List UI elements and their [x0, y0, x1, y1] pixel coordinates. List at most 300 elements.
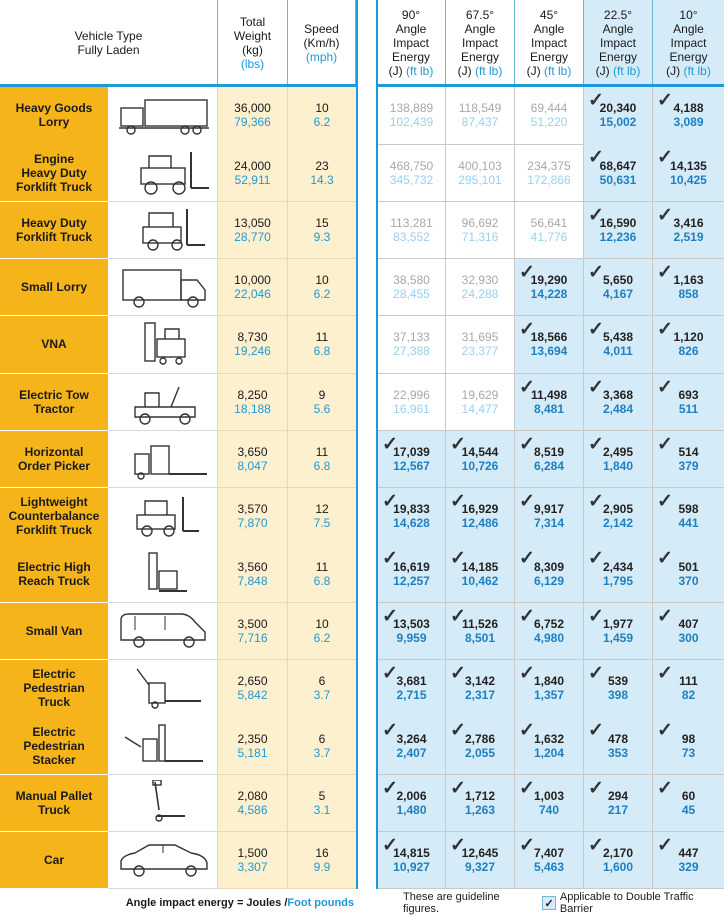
applicable-check-icon: ✓ [588, 433, 604, 455]
energy-joules: 14,815 [393, 846, 430, 861]
speed-mph: 5.6 [313, 401, 331, 416]
energy-ftlb: 23,377 [461, 344, 499, 359]
footer-legend [403, 889, 724, 917]
energy-joules: 14,135 [670, 158, 707, 173]
energy-cell [584, 603, 653, 661]
energy-ftlb: 2,484 [602, 401, 634, 416]
order-picker-icon [108, 431, 218, 489]
energy-joules: 3,416 [673, 215, 704, 230]
vehicle-name [0, 202, 108, 260]
energy-cell [515, 259, 584, 317]
weight-cell [218, 202, 288, 260]
header-joules-unit: (J) [666, 64, 681, 78]
energy-cell [653, 832, 724, 890]
table-row [0, 316, 724, 374]
speed-cell [288, 717, 356, 775]
footer-guideline-note: These are guideline figures. [403, 891, 500, 915]
table-row [0, 603, 724, 661]
applicable-check-icon: ✓ [382, 491, 398, 513]
header-angle-0 [377, 0, 446, 86]
weight-cell [218, 488, 288, 546]
table-row [0, 775, 724, 833]
header-ftlb-unit: (ft lb) [683, 64, 711, 78]
energy-cell [653, 431, 724, 489]
applicable-check-icon: ✓ [657, 491, 673, 513]
applicable-check-icon: ✓ [657, 605, 673, 627]
table-row [0, 202, 724, 260]
energy-joules: 294 [607, 788, 629, 803]
applicable-check-icon: ✓ [657, 376, 673, 398]
applicable-check-icon: ✓ [519, 433, 535, 455]
applicable-check-icon: ✓ [657, 663, 673, 684]
energy-joules: 693 [678, 387, 699, 402]
weight-kg: 24,000 [234, 158, 271, 173]
speed-mph: 3.1 [313, 802, 331, 817]
applicable-check-icon: ✓ [657, 834, 673, 856]
car-icon [108, 832, 218, 890]
energy-ftlb: 14,477 [461, 401, 499, 416]
applicable-check-icon: ✓ [519, 376, 535, 398]
energy-ftlb: 15,002 [599, 115, 637, 130]
energy-cell [584, 488, 653, 546]
weight-cell [218, 717, 288, 775]
energy-joules: 118,549 [458, 101, 502, 116]
vehicle-name [0, 717, 108, 775]
energy-joules: 1,632 [533, 731, 565, 746]
header-speed-line2: (Km/h) [303, 36, 340, 50]
energy-ftlb: 217 [607, 802, 629, 817]
weight-cell [218, 832, 288, 890]
applicable-check-icon: ✓ [519, 548, 535, 570]
vehicle-name-line: VNA [41, 337, 67, 352]
energy-cell [653, 202, 724, 260]
energy-cell [378, 775, 446, 833]
energy-joules: 478 [607, 731, 629, 746]
applicable-check-icon: ✓ [519, 605, 535, 627]
energy-ftlb: 441 [678, 516, 699, 531]
vehicle-name [0, 545, 108, 603]
energy-joules: 31,695 [461, 330, 499, 345]
energy-cell [515, 545, 584, 603]
header-energy-units [596, 64, 641, 78]
weight-lbs: 52,911 [234, 172, 271, 187]
header-energy-word: Energy [598, 50, 638, 64]
energy-ftlb: 6,284 [533, 459, 565, 474]
applicable-check-icon: ✓ [450, 720, 466, 742]
energy-cell [515, 603, 584, 661]
energy-cell [584, 144, 653, 202]
energy-joules: 1,120 [673, 330, 704, 345]
weight-cell [218, 775, 288, 833]
energy-joules: 138,889 [389, 101, 434, 116]
weight-lbs: 7,716 [237, 630, 268, 645]
energy-joules: 96,692 [461, 215, 499, 230]
speed-mph: 3.7 [313, 688, 331, 703]
energy-ftlb: 858 [678, 287, 699, 302]
energy-cell [446, 431, 515, 489]
energy-ftlb: 83,552 [393, 229, 430, 244]
energy-joules: 2,495 [602, 445, 634, 460]
energy-ftlb: 2,519 [673, 229, 704, 244]
energy-cell [378, 545, 446, 603]
energy-joules: 447 [678, 846, 699, 861]
energy-joules: 11,498 [530, 387, 568, 402]
footer-legend-text: Applicable to Double Traffic Barrier [559, 891, 694, 915]
energy-cell [584, 259, 653, 317]
header-ftlb-unit: (ft lb) [406, 64, 434, 78]
vehicle-name [0, 603, 108, 661]
table-row [0, 832, 724, 890]
energy-ftlb: 4,011 [603, 344, 633, 359]
vehicle-name-line: Engine [33, 151, 74, 166]
energy-cell [653, 660, 724, 718]
speed-kmh: 5 [318, 788, 326, 803]
vehicle-name-line: Electric High [17, 559, 91, 574]
speed-kmh: 10 [315, 273, 329, 288]
energy-ftlb: 45 [681, 802, 696, 817]
weight-cell [218, 259, 288, 317]
energy-cell [653, 374, 724, 432]
applicable-check-icon: ✓ [657, 548, 673, 570]
header-speed-unit: (mph) [305, 50, 338, 64]
header-energy-units [458, 64, 503, 78]
vehicle-name [0, 431, 108, 489]
energy-cell [446, 488, 515, 546]
energy-ftlb: 10,726 [461, 459, 499, 474]
energy-cell [584, 545, 653, 603]
energy-ftlb: 71,316 [461, 229, 499, 244]
energy-joules: 8,309 [533, 559, 565, 574]
applicable-check-icon: ✓ [519, 720, 535, 742]
energy-cell [653, 603, 724, 661]
vehicle-name-line: Pedestrian [23, 738, 85, 753]
weight-lbs: 7,870 [237, 516, 268, 531]
header-total-weight [218, 0, 288, 86]
speed-cell [288, 488, 356, 546]
applicable-check-icon: ✓ [519, 491, 535, 513]
lorry-icon [108, 87, 218, 145]
header-angle-3 [584, 0, 653, 86]
energy-cell [515, 660, 584, 718]
energy-joules: 20,340 [599, 101, 637, 116]
energy-cell [378, 259, 446, 317]
energy-joules: 234,375 [527, 158, 571, 173]
applicable-check-icon: ✓ [450, 605, 466, 627]
applicable-check-icon: ✓ [657, 433, 673, 455]
energy-joules: 3,368 [602, 387, 634, 402]
weight-kg: 8,730 [237, 330, 268, 345]
vehicle-name-line: Tractor [33, 401, 75, 416]
energy-cell [378, 832, 446, 890]
energy-ftlb: 3,089 [673, 115, 704, 130]
energy-ftlb: 4,167 [602, 287, 634, 302]
energy-cell [378, 717, 446, 775]
energy-cell [584, 775, 653, 833]
reach-truck-icon [108, 545, 218, 603]
energy-joules: 32,930 [461, 273, 499, 288]
energy-cell [446, 202, 515, 260]
weight-lbs: 3,307 [237, 860, 268, 875]
footer-units-note [0, 889, 356, 917]
applicable-check-icon: ✓ [519, 319, 535, 341]
energy-cell [446, 316, 515, 374]
energy-ftlb: 14,228 [530, 287, 568, 302]
applicable-check-icon: ✓ [519, 777, 535, 799]
energy-joules: 68,647 [599, 158, 637, 173]
energy-ftlb: 370 [678, 573, 699, 588]
energy-joules: 16,929 [461, 502, 499, 517]
header-energy-units [666, 64, 711, 78]
energy-cell [378, 374, 446, 432]
energy-ftlb: 740 [538, 802, 560, 817]
energy-cell [378, 144, 446, 202]
energy-joules: 60 [681, 788, 696, 803]
energy-joules: 98 [681, 731, 696, 746]
energy-joules: 13,503 [393, 616, 430, 631]
applicable-check-icon: ✓ [588, 720, 604, 742]
energy-cell [446, 259, 515, 317]
speed-kmh: 6 [318, 731, 326, 746]
applicable-check-icon: ✓ [657, 777, 673, 799]
vehicle-name-line: Heavy Duty [21, 165, 87, 180]
table-row [0, 717, 724, 775]
energy-cell [584, 202, 653, 260]
applicable-check-icon: ✓ [382, 720, 398, 742]
speed-cell [288, 545, 356, 603]
energy-joules: 539 [607, 674, 629, 689]
energy-joules: 514 [678, 445, 699, 460]
energy-joules: 2,786 [464, 731, 496, 746]
header-angle-value: 45° [539, 8, 559, 22]
header-vehicle-type [0, 0, 218, 86]
table-row [0, 431, 724, 489]
weight-lbs: 4,586 [237, 802, 268, 817]
speed-kmh: 10 [315, 616, 329, 631]
energy-cell [378, 431, 446, 489]
energy-cell [446, 603, 515, 661]
table-row [0, 87, 724, 145]
table-row [0, 144, 724, 202]
speed-kmh: 11 [315, 559, 329, 574]
energy-joules: 69,444 [530, 101, 568, 116]
energy-ftlb: 9,959 [396, 630, 427, 645]
energy-cell [378, 488, 446, 546]
weight-kg: 2,650 [237, 674, 268, 689]
vehicle-name [0, 775, 108, 833]
energy-ftlb: 51,220 [530, 115, 568, 130]
header-vehicle-type-line2: Fully Laden [77, 43, 140, 57]
energy-cell [378, 603, 446, 661]
vehicle-name-line: Electric Tow [19, 387, 89, 402]
energy-ftlb: 24,288 [461, 287, 499, 302]
energy-cell [584, 374, 653, 432]
vehicle-name-line: Truck [37, 802, 70, 817]
weight-lbs: 8,047 [237, 459, 268, 474]
weight-lbs: 18,188 [234, 401, 271, 416]
energy-ftlb: 1,600 [602, 860, 634, 875]
energy-joules: 3,142 [464, 674, 496, 689]
energy-cell [653, 259, 724, 317]
header-weight-line1: Total [239, 15, 266, 29]
speed-cell [288, 431, 356, 489]
energy-cell [446, 87, 515, 145]
energy-cell [446, 775, 515, 833]
tow-tractor-icon [108, 374, 218, 432]
applicable-check-icon: ✓ [657, 720, 673, 742]
energy-cell [653, 488, 724, 546]
applicable-check-icon: ✓ [657, 204, 673, 226]
weight-lbs: 19,246 [234, 344, 271, 359]
energy-cell [653, 545, 724, 603]
header-angle-word: Angle [464, 22, 496, 36]
applicable-check-icon: ✓ [519, 834, 535, 856]
weight-cell [218, 87, 288, 145]
energy-ftlb: 295,101 [458, 172, 502, 187]
energy-cell [446, 832, 515, 890]
speed-mph: 6.8 [313, 459, 331, 474]
speed-kmh: 11 [315, 330, 329, 345]
vehicle-name-line: Order Picker [17, 459, 91, 474]
table-row [0, 374, 724, 432]
header-angle-value: 90° [401, 8, 421, 22]
energy-cell [584, 660, 653, 718]
energy-cell [653, 87, 724, 145]
vehicle-name-line: Pedestrian [23, 681, 85, 696]
energy-cell [515, 832, 584, 890]
applicable-check-icon: ✓ [519, 261, 535, 283]
weight-kg: 3,500 [237, 616, 268, 631]
energy-ftlb: 14,628 [393, 516, 430, 531]
vehicle-name-line: Counterbalance [8, 509, 100, 524]
header-angle-1 [446, 0, 515, 86]
applicable-check-icon: ✓ [450, 834, 466, 856]
header-ftlb-unit: (ft lb) [475, 64, 503, 78]
energy-cell [584, 316, 653, 374]
energy-cell [446, 374, 515, 432]
header-angle-word: Angle [533, 22, 565, 36]
weight-cell [218, 374, 288, 432]
energy-joules: 407 [678, 616, 699, 631]
speed-mph: 6.2 [313, 287, 331, 302]
applicable-check-icon: ✓ [382, 777, 398, 799]
header-energy-units [389, 64, 434, 78]
vehicle-name [0, 87, 108, 145]
energy-cell [653, 144, 724, 202]
speed-kmh: 6 [318, 674, 326, 689]
applicable-check-icon: ✓ [588, 376, 604, 398]
header-weight-line2: Weight [233, 29, 272, 43]
applicable-check-icon: ✓ [588, 777, 604, 799]
header-joules-unit: (J) [595, 64, 610, 78]
energy-ftlb: 353 [607, 745, 629, 760]
weight-kg: 2,350 [237, 731, 268, 746]
weight-lbs: 5,181 [237, 745, 268, 760]
table-row [0, 660, 724, 718]
footer-units-joules: Angle impact energy = Joules / [125, 897, 288, 909]
header-impact-word: Impact [670, 36, 707, 50]
applicable-check-icon: ✓ [382, 433, 398, 455]
energy-joules: 16,590 [599, 215, 637, 230]
energy-joules: 14,185 [461, 559, 499, 574]
vehicle-name [0, 832, 108, 890]
speed-kmh: 16 [315, 846, 329, 861]
energy-cell [446, 717, 515, 775]
header-speed [288, 0, 356, 86]
energy-joules: 19,629 [461, 387, 499, 402]
energy-joules: 598 [678, 502, 699, 517]
energy-ftlb: 27,388 [393, 344, 430, 359]
energy-joules: 18,566 [530, 330, 568, 345]
energy-joules: 19,833 [393, 502, 430, 517]
energy-ftlb: 1,840 [602, 459, 634, 474]
energy-ftlb: 5,463 [533, 860, 565, 875]
energy-ftlb: 1,204 [533, 745, 565, 760]
energy-ftlb: 1,480 [396, 802, 427, 817]
pedestrian-stacker-icon [108, 717, 218, 775]
energy-joules: 17,039 [393, 445, 430, 460]
energy-ftlb: 12,236 [599, 229, 637, 244]
weight-cell [218, 603, 288, 661]
energy-ftlb: 102,439 [389, 115, 434, 130]
energy-joules: 113,281 [390, 215, 433, 230]
speed-cell [288, 374, 356, 432]
energy-joules: 3,264 [396, 731, 427, 746]
header-energy-word: Energy [460, 50, 500, 64]
energy-joules: 400,103 [458, 158, 502, 173]
speed-cell [288, 832, 356, 890]
energy-ftlb: 345,732 [389, 172, 434, 187]
header-angle-word: Angle [673, 22, 704, 36]
header-angle-value: 10° [679, 8, 698, 22]
energy-ftlb: 2,407 [396, 745, 427, 760]
energy-ftlb: 10,927 [393, 860, 430, 875]
weight-cell [218, 660, 288, 718]
table-row [0, 545, 724, 603]
vehicle-name-line: Reach Truck [18, 573, 90, 588]
vehicle-name-line: Small Van [25, 623, 83, 638]
vehicle-name-line: Lightweight [20, 495, 88, 510]
speed-mph: 7.5 [313, 516, 331, 531]
header-weight-line3: (kg) [242, 43, 263, 57]
weight-lbs: 22,046 [234, 287, 271, 302]
vehicle-name-line: Manual Pallet [15, 788, 93, 803]
energy-ftlb: 12,257 [393, 573, 430, 588]
applicable-check-icon: ✓ [588, 834, 604, 856]
energy-joules: 2,006 [396, 788, 427, 803]
weight-lbs: 79,366 [234, 115, 271, 130]
energy-joules: 22,996 [393, 387, 430, 402]
applicable-check-icon: ✓ [588, 204, 604, 226]
header-impact-word: Impact [599, 36, 636, 50]
energy-joules: 1,003 [533, 788, 565, 803]
energy-cell [446, 545, 515, 603]
engine-forklift-icon [108, 144, 218, 202]
energy-joules: 1,163 [673, 273, 704, 288]
table-row [0, 488, 724, 546]
vehicle-name-line: Stacker [32, 752, 76, 767]
weight-lbs: 7,848 [237, 573, 268, 588]
footer-units-footpounds: Foot pounds [287, 897, 354, 909]
energy-joules: 1,977 [602, 616, 634, 631]
applicable-check-icon: ✓ [588, 147, 604, 169]
energy-joules: 14,544 [461, 445, 499, 460]
energy-ftlb: 73 [681, 745, 696, 760]
applicable-check-icon: ✓ [588, 261, 604, 283]
energy-ftlb: 4,980 [533, 630, 565, 645]
vehicle-name-line: Forklift Truck [15, 179, 92, 194]
vehicle-name-line: Heavy Goods [15, 101, 93, 116]
energy-cell [515, 775, 584, 833]
